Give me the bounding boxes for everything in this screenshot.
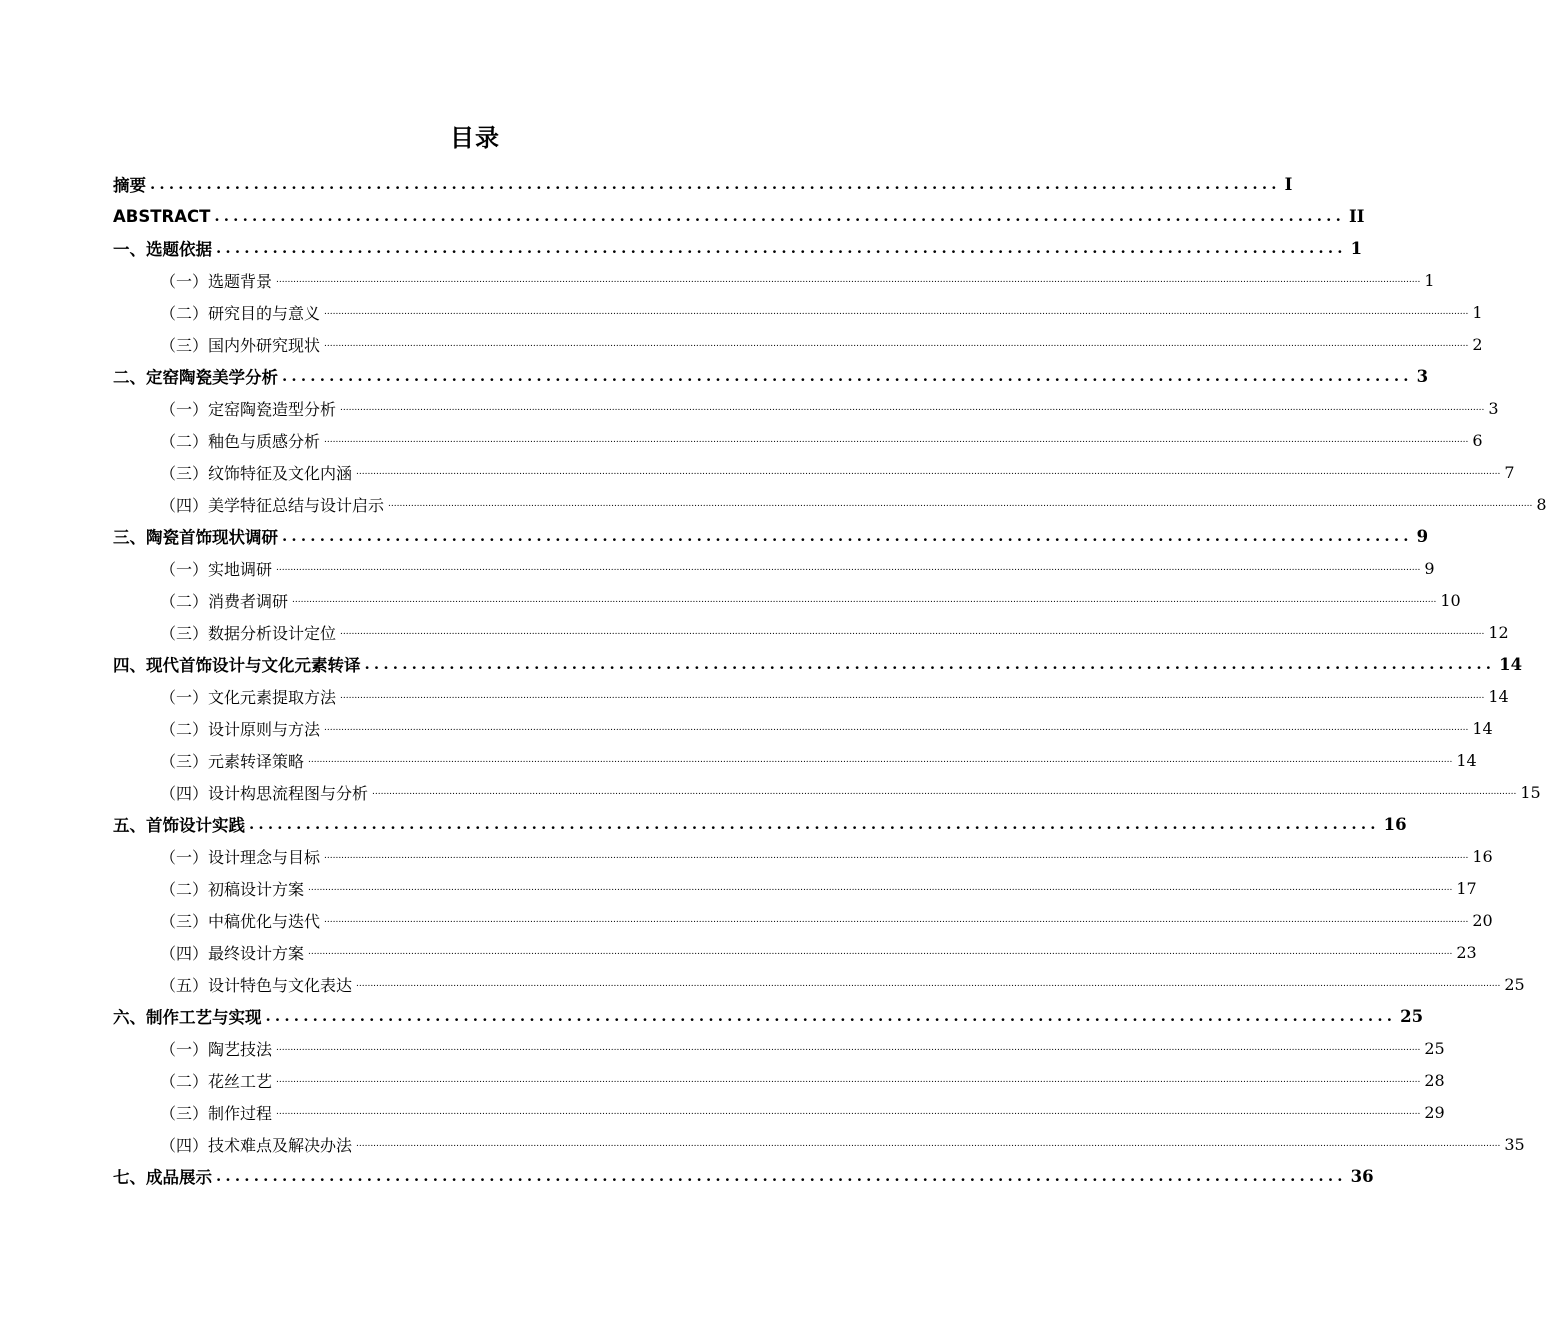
dot-leader: ................................................................................................................................................................................................................................................................................................................................................................................................................: [324, 435, 1469, 445]
toc-page-number: 12: [1488, 622, 1509, 642]
toc-chapter-entry[interactable]: [113, 648, 1523, 680]
dot-leader: ........................................................................................................................: [265, 1007, 1397, 1025]
toc-section-entry[interactable]: [113, 552, 1435, 584]
toc-page-number: 25: [1400, 1006, 1424, 1026]
toc-section-entry[interactable]: [113, 1064, 1445, 1096]
toc-page-number: 3: [1488, 398, 1499, 418]
toc-section-entry[interactable]: [113, 840, 1493, 872]
toc-entry-label: 七、成品展示: [113, 1168, 212, 1187]
toc-page-number: 35: [1504, 1134, 1525, 1154]
dot-leader: ................................................................................................................................................................................................................................................................................................................................................................................................................: [340, 627, 1485, 637]
dot-leader: ................................................................................................................................................................................................................................................................................................................................................................................................................: [340, 691, 1485, 701]
dot-leader: ................................................................................................................................................................................................................................................................................................................................................................................................................: [308, 883, 1453, 893]
toc-entry-label: （二）消费者调研: [160, 591, 289, 611]
dot-leader: ................................................................................................................................................................................................................................................................................................................................................................................................................: [276, 563, 1421, 573]
dot-leader: ................................................................................................................................................................................................................................................................................................................................................................................................................: [324, 339, 1469, 349]
toc-page-number: 36: [1350, 1166, 1374, 1186]
toc-page-number: 20: [1472, 910, 1493, 930]
toc-entry-label: 六、制作工艺与实现: [113, 1008, 262, 1027]
toc-entry-label: （二）花丝工艺: [160, 1071, 273, 1091]
toc-section-entry[interactable]: [113, 328, 1483, 360]
toc-chapter-entry[interactable]: [113, 168, 1293, 200]
toc-section-entry[interactable]: [113, 936, 1477, 968]
toc-page-number: 25: [1424, 1038, 1445, 1058]
dot-leader: ........................................................................................................................: [214, 207, 1345, 225]
toc-entry-label: 三、陶瓷首饰现状调研: [113, 528, 278, 547]
dot-leader: ................................................................................................................................................................................................................................................................................................................................................................................................................: [324, 307, 1469, 317]
toc-page-number: 14: [1499, 654, 1523, 674]
toc-section-entry[interactable]: [113, 872, 1477, 904]
toc-page-number: 3: [1416, 366, 1429, 386]
toc-entry-label: 四、现代首饰设计与文化元素转译: [113, 656, 361, 675]
toc-section-entry[interactable]: [113, 584, 1461, 616]
toc-entry-label: （二）设计原则与方法: [160, 719, 321, 739]
toc-entry-label: （一）陶艺技法: [160, 1039, 273, 1059]
toc-page-number: 8: [1536, 494, 1547, 514]
toc-entry-label: （一）文化元素提取方法: [160, 687, 337, 707]
dot-leader: ................................................................................................................................................................................................................................................................................................................................................................................................................: [356, 467, 1501, 477]
toc-entry-label: （四）美学特征总结与设计启示: [160, 495, 385, 515]
toc-entry-label: 一、选题依据: [113, 240, 212, 259]
toc-entry-label: 二、定窑陶瓷美学分析: [113, 368, 278, 387]
toc-entry-label: （四）技术难点及解决办法: [160, 1135, 353, 1155]
toc-page-number: 17: [1456, 878, 1477, 898]
toc-page-number: 14: [1456, 750, 1477, 770]
toc-entry-label: （一）定窑陶瓷造型分析: [160, 399, 337, 419]
toc-page-number: 15: [1520, 782, 1541, 802]
toc-page-number: 23: [1456, 942, 1477, 962]
dot-leader: ................................................................................................................................................................................................................................................................................................................................................................................................................: [276, 1107, 1421, 1117]
dot-leader: ................................................................................................................................................................................................................................................................................................................................................................................................................: [324, 915, 1469, 925]
toc-section-entry[interactable]: [113, 456, 1515, 488]
toc-entry-label: （四）设计构思流程图与分析: [160, 783, 369, 803]
dot-leader: ................................................................................................................................................................................................................................................................................................................................................................................................................: [356, 1139, 1501, 1149]
toc-page-number: 14: [1472, 718, 1493, 738]
toc-entry-label: （二）釉色与质感分析: [160, 431, 321, 451]
toc-page-number: 1: [1472, 302, 1483, 322]
dot-leader: ................................................................................................................................................................................................................................................................................................................................................................................................................: [292, 595, 1437, 605]
toc-page-number: 14: [1488, 686, 1509, 706]
dot-leader: ................................................................................................................................................................................................................................................................................................................................................................................................................: [308, 755, 1453, 765]
dot-leader: ................................................................................................................................................................................................................................................................................................................................................................................................................: [324, 851, 1469, 861]
table-of-contents: [113, 168, 1547, 1192]
toc-section-entry[interactable]: [113, 488, 1547, 520]
toc-chapter-entry[interactable]: [113, 520, 1429, 552]
toc-entry-label: （三）制作过程: [160, 1103, 273, 1123]
toc-entry-label: （一）选题背景: [160, 271, 273, 291]
toc-entry-label: 摘要: [113, 176, 146, 195]
toc-entry-label: （五）设计特色与文化表达: [160, 975, 353, 995]
toc-chapter-entry[interactable]: [113, 360, 1429, 392]
toc-entry-label: ABSTRACT: [113, 206, 211, 226]
toc-page-number: 7: [1504, 462, 1515, 482]
dot-leader: ........................................................................................................................: [282, 527, 1413, 545]
dot-leader: ................................................................................................................................................................................................................................................................................................................................................................................................................: [308, 947, 1453, 957]
toc-section-entry[interactable]: [113, 424, 1483, 456]
toc-section-entry[interactable]: [113, 904, 1493, 936]
toc-entry-label: （一）实地调研: [160, 559, 273, 579]
dot-leader: ................................................................................................................................................................................................................................................................................................................................................................................................................: [276, 1075, 1421, 1085]
toc-page-number: 9: [1416, 526, 1429, 546]
toc-page-number: 10: [1440, 590, 1461, 610]
toc-entry-label: （二）研究目的与意义: [160, 303, 321, 323]
toc-page-number: 1: [1350, 238, 1363, 258]
page-title: 目录: [450, 124, 500, 152]
toc-section-entry[interactable]: [113, 712, 1493, 744]
dot-leader: ........................................................................................................................: [216, 1167, 1347, 1185]
toc-page-number: I: [1284, 174, 1293, 194]
toc-page-number: 28: [1424, 1070, 1445, 1090]
toc-chapter-entry[interactable]: [113, 200, 1365, 232]
toc-page-number: 16: [1472, 846, 1493, 866]
toc-entry-label: （三）中稿优化与迭代: [160, 911, 321, 931]
toc-page-number: 29: [1424, 1102, 1445, 1122]
toc-entry-label: （二）初稿设计方案: [160, 879, 305, 899]
toc-section-entry[interactable]: [113, 1032, 1445, 1064]
dot-leader: ........................................................................................................................: [216, 239, 1347, 257]
toc-entry-label: （四）最终设计方案: [160, 943, 305, 963]
toc-page-number: 1: [1424, 270, 1435, 290]
toc-section-entry[interactable]: [113, 264, 1435, 296]
toc-section-entry[interactable]: [113, 392, 1499, 424]
toc-entry-label: （三）纹饰特征及文化内涵: [160, 463, 353, 483]
toc-section-entry[interactable]: [113, 680, 1509, 712]
dot-leader: ................................................................................................................................................................................................................................................................................................................................................................................................................: [276, 1043, 1421, 1053]
dot-leader: ........................................................................................................................: [364, 655, 1496, 673]
dot-leader: ........................................................................................................................: [150, 175, 1281, 193]
toc-page-number: 16: [1383, 814, 1407, 834]
toc-section-entry[interactable]: [113, 1096, 1445, 1128]
toc-section-entry[interactable]: [113, 744, 1477, 776]
toc-chapter-entry[interactable]: [113, 1000, 1424, 1032]
toc-entry-label: （一）设计理念与目标: [160, 847, 321, 867]
toc-section-entry[interactable]: [113, 296, 1483, 328]
dot-leader: ................................................................................................................................................................................................................................................................................................................................................................................................................: [356, 979, 1501, 989]
toc-entry-label: （三）元素转译策略: [160, 751, 305, 771]
toc-section-entry[interactable]: [113, 776, 1541, 808]
toc-chapter-entry[interactable]: [113, 808, 1407, 840]
toc-page-number: II: [1349, 206, 1365, 226]
toc-chapter-entry[interactable]: [113, 1160, 1374, 1192]
toc-section-entry[interactable]: [113, 1128, 1525, 1160]
dot-leader: ................................................................................................................................................................................................................................................................................................................................................................................................................: [388, 499, 1533, 509]
toc-section-entry[interactable]: [113, 968, 1525, 1000]
dot-leader: ................................................................................................................................................................................................................................................................................................................................................................................................................: [276, 275, 1421, 285]
dot-leader: ................................................................................................................................................................................................................................................................................................................................................................................................................: [324, 723, 1469, 733]
dot-leader: ........................................................................................................................: [249, 815, 1380, 833]
toc-section-entry[interactable]: [113, 616, 1509, 648]
toc-page-number: 9: [1424, 558, 1435, 578]
toc-page-number: 25: [1504, 974, 1525, 994]
dot-leader: ................................................................................................................................................................................................................................................................................................................................................................................................................: [372, 787, 1517, 797]
toc-page-number: 6: [1472, 430, 1483, 450]
dot-leader: ........................................................................................................................: [282, 367, 1413, 385]
toc-entry-label: 五、首饰设计实践: [113, 816, 245, 835]
toc-chapter-entry[interactable]: [113, 232, 1363, 264]
toc-page-number: 2: [1472, 334, 1483, 354]
toc-entry-label: （三）数据分析设计定位: [160, 623, 337, 643]
dot-leader: ................................................................................................................................................................................................................................................................................................................................................................................................................: [340, 403, 1485, 413]
toc-entry-label: （三）国内外研究现状: [160, 335, 321, 355]
